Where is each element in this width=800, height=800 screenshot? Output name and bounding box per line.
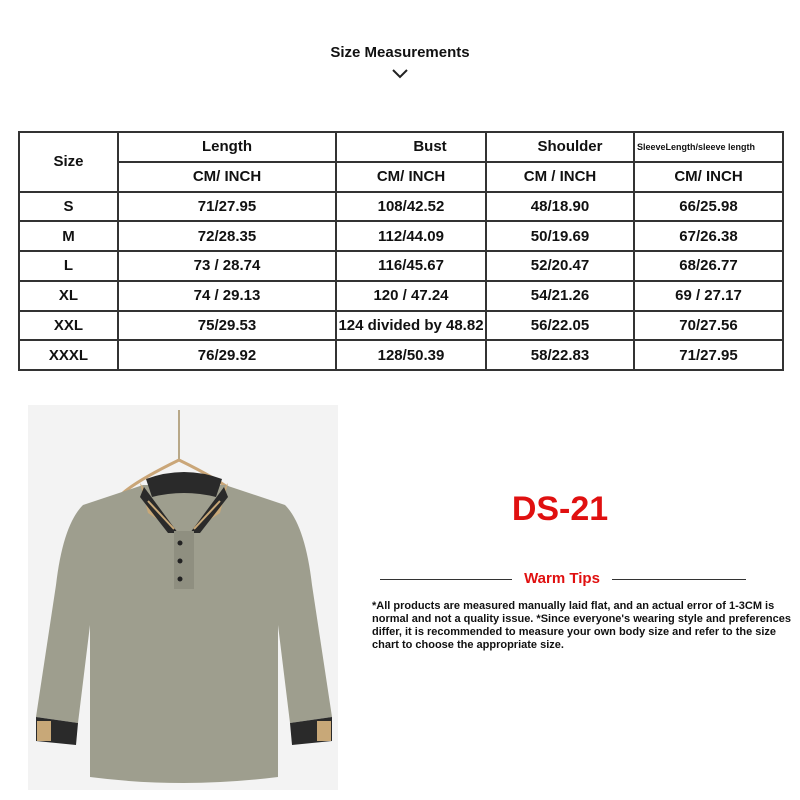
sleeve-value: 69 / 27.17: [634, 281, 783, 311]
sleeve-value: 70/27.56: [634, 311, 783, 341]
table-units-row: [19, 162, 783, 192]
size-label: XL: [19, 281, 118, 311]
table-row: [19, 340, 783, 370]
divider: [380, 579, 512, 580]
bust-value: 116/45.67: [336, 251, 486, 281]
warm-tips-text: *All products are measured manually laid flat, and an actual error of 1-3CM is normal and not a quality issue. *Since everyone's wearing style and preferences differ, it is recommended to measure your own body size and refer to the size chart to choose the appropriate size.: [372, 600, 791, 651]
table-row: [19, 281, 783, 311]
length-column-header: Length: [118, 132, 336, 162]
sleeve-column-header: SleeveLength/sleeve length: [634, 132, 783, 162]
bust-value: 108/42.52: [336, 192, 486, 222]
page-title: Size Measurements: [330, 44, 470, 61]
table-row: [19, 192, 783, 222]
table-row: [19, 221, 783, 251]
size-label: S: [19, 192, 118, 222]
length-value: 76/29.92: [118, 340, 336, 370]
size-column-header: Size: [19, 132, 118, 192]
table-row: [19, 251, 783, 281]
sleeve-value: 68/26.77: [634, 251, 783, 281]
model-code: DS-21: [511, 490, 609, 528]
length-units: CM/ INCH: [118, 162, 336, 192]
table-row: [19, 311, 783, 341]
bust-value: 112/44.09: [336, 221, 486, 251]
sleeve-value: 66/25.98: [634, 192, 783, 222]
length-value: 74 / 29.13: [118, 281, 336, 311]
shoulder-value: 54/21.26: [486, 281, 634, 311]
size-label: XXXL: [19, 340, 118, 370]
size-label: XXL: [19, 311, 118, 341]
size-label: M: [19, 221, 118, 251]
bust-units: CM/ INCH: [336, 162, 486, 192]
sleeve-value: 71/27.95: [634, 340, 783, 370]
chevron-down-icon: [391, 68, 409, 80]
shoulder-value: 56/22.05: [486, 311, 634, 341]
shoulder-value: 52/20.47: [486, 251, 634, 281]
table-header-row: [19, 132, 783, 162]
size-table: [18, 131, 784, 371]
length-value: 75/29.53: [118, 311, 336, 341]
shoulder-value: 58/22.83: [486, 340, 634, 370]
bust-value: 120 / 47.24: [336, 281, 486, 311]
length-value: 71/27.95: [118, 192, 336, 222]
warm-tips-title: Warm Tips: [524, 570, 600, 587]
shoulder-value: 50/19.69: [486, 221, 634, 251]
bust-value: 128/50.39: [336, 340, 486, 370]
size-label: L: [19, 251, 118, 281]
bust-column-header: Bust: [336, 132, 486, 162]
shoulder-column-header: Shoulder: [486, 132, 634, 162]
divider: [612, 579, 746, 580]
length-value: 73 / 28.74: [118, 251, 336, 281]
sleeve-units: CM/ INCH: [634, 162, 783, 192]
length-value: 72/28.35: [118, 221, 336, 251]
product-image: [28, 405, 338, 790]
bust-value: 124 divided by 48.82: [336, 311, 486, 341]
shoulder-units: CM / INCH: [486, 162, 634, 192]
sleeve-value: 67/26.38: [634, 221, 783, 251]
polo-shirt-image: [28, 405, 338, 790]
shoulder-value: 48/18.90: [486, 192, 634, 222]
